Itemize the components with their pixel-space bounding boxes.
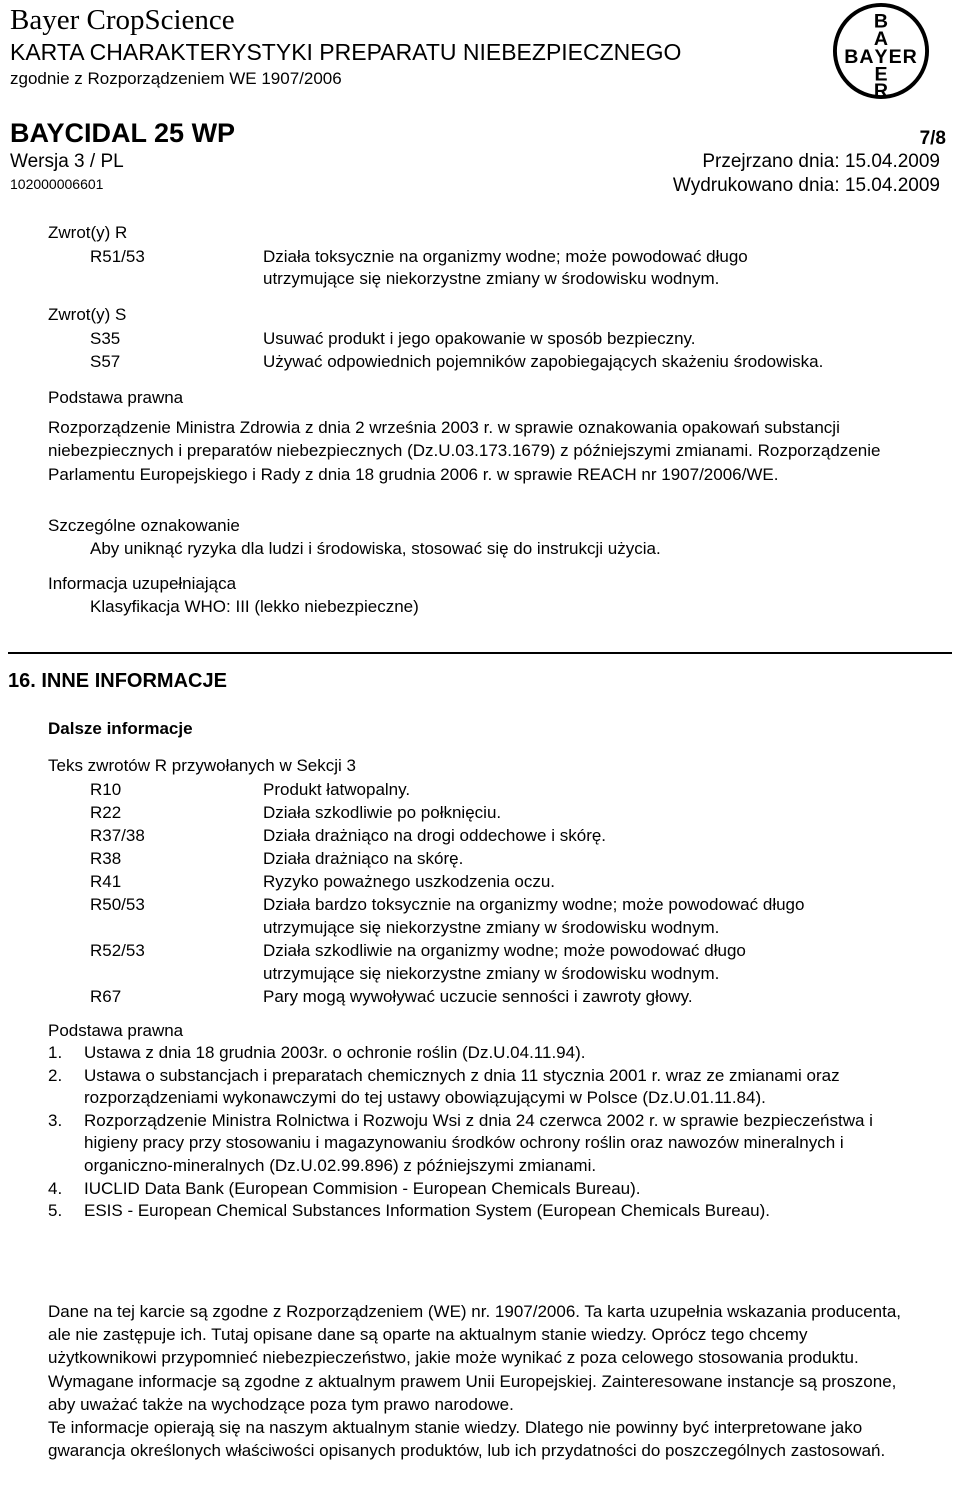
legal-basis-item: [48, 1200, 918, 1222]
supplementary-info-label: Informacja uzupełniająca: [48, 574, 237, 593]
r-phrase-text-line: Działa szkodliwie na organizmy wodne; może powodować długo: [263, 941, 746, 960]
list-number: 2.: [48, 1065, 63, 1085]
s-phrase-text: Używać odpowiednich pojemników zapobiegających skażeniu środowiska.: [263, 352, 824, 371]
legal-basis-item: [48, 1178, 918, 1200]
legal-basis-text: Ustawa o substancjach i preparatach chemicznych z dnia 11 stycznia 2001 r. wraz ze zmianami oraz rozporządzeniami wykonawczymi do tej ustawy obowiązującymi w Polsce (Dz.U.01.11.84).: [84, 1065, 840, 1108]
further-info-heading: Dalsze informacje: [48, 719, 193, 738]
r-phrase-code: R38: [90, 849, 122, 868]
r-phrase-text-line: Działa bardzo toksycznie na organizmy wodne; może powodować długo: [263, 895, 805, 914]
logo-letter-a2: A: [859, 45, 875, 68]
r-phrase-text-line: utrzymujące się niekorzystne zmiany w środowisku wodnym.: [263, 918, 720, 937]
r-phrase-text-line: utrzymujące się niekorzystne zmiany w środowisku wodnym.: [263, 269, 720, 288]
logo-letter-b: B: [873, 10, 889, 33]
r-phrase-text: [263, 778, 923, 801]
r-phrase-text-line: Ryzyko poważnego uszkodzenia oczu.: [263, 872, 555, 891]
logo-letter-y: Y: [874, 45, 889, 68]
legal-basis-item: [48, 1110, 918, 1177]
logo-letter-r: R: [902, 45, 918, 68]
list-number: 1.: [48, 1043, 63, 1062]
logo-letter-e: E: [888, 45, 903, 68]
r-phrase-text-line: Produkt łatwopalny.: [263, 780, 411, 799]
r-phrase-text-line: Działa drażniąco na skórę.: [263, 849, 464, 868]
legal-basis-text: ESIS - European Chemical Substances Information System (European Chemicals Bureau).: [84, 1201, 770, 1221]
regulation-note: zgodnie z Rozporządzeniem WE 1907/2006: [10, 69, 342, 88]
r-phrase-code: R50/53: [90, 895, 145, 914]
logo-letter-e2: E: [874, 63, 888, 86]
supplementary-info-text: Klasyfikacja WHO: III (lekko niebezpieczne): [90, 597, 419, 616]
list-number: 5.: [48, 1201, 63, 1221]
special-marking-label: Szczególne oznakowanie: [48, 516, 240, 535]
r-phrase-text-line: Działa toksycznie na organizmy wodne; może powodować długo: [263, 247, 748, 266]
disclaimer-paragraph: Te informacje opierają się na naszym aktualnym stanie wiedzy. Dlatego nie powinny być interpretowane jako gwarancja określonych właściwości opisanych produktów, lub ich przydatności do poszczególnych zastosowań.: [48, 1418, 886, 1461]
legal-basis-item: [48, 1042, 918, 1064]
legal-basis-item: [48, 1065, 918, 1110]
legal-basis-text: Rozporządzenie Ministra Rolnictwa i Rozwoju Wsi z dnia 24 czerwca 2002 r. w sprawie bezpieczeństwa i higieny pracy przy stosowaniu i magazynowaniu środków ochrony roślin oraz nawozów mineralnych i organiczno-mineralnych (Dz.U.02.99.896) z późniejszymi zmianami.: [84, 1111, 873, 1175]
special-marking-text: Aby uniknąć ryzyka dla ludzi i środowiska, stosować się do instrukcji użycia.: [90, 539, 661, 558]
legal-basis-label: Podstawa prawna: [48, 388, 184, 407]
document-title: KARTA CHARAKTERYSTYKI PREPARATU NIEBEZPIECZNEGO: [10, 39, 682, 65]
legal-basis-text: IUCLID Data Bank (European Commision - European Chemicals Bureau).: [84, 1178, 641, 1198]
product-name: BAYCIDAL 25 WP: [10, 118, 236, 148]
bayer-cross-logo: [832, 2, 930, 100]
r-phrase-code: R41: [90, 872, 122, 891]
list-number: 4.: [48, 1178, 63, 1198]
r-phrase-text-line: Działa drażniąco na drogi oddechowe i skórę.: [263, 826, 607, 845]
document-code: 102000006601: [10, 176, 104, 192]
page-number: 7/8: [919, 128, 946, 149]
disclaimer-paragraph: Dane na tej karcie są zgodne z Rozporządzeniem (WE) nr. 1907/2006. Ta karta uzupełnia wskazania producenta, ale nie zastępuje ich. Tutaj opisane dane są oparte na aktualnym stanie wiedzy. Oprócz tego chcemy użytkownikowi przypomnieć niebezpieczeństwo, jakie może wynikać z poza celowego stosowania produktu. Wymagane informacje są zgodne z aktualnym prawem Unii Europejskiej. Zainteresowane instancje są proszone, aby uważać także na wychodzące poza tym prawo narodowe.: [48, 1302, 902, 1414]
r-phrase-code: R51/53: [90, 247, 145, 266]
r-phrase-code: R37/38: [90, 826, 145, 845]
r-phrase-text-line: utrzymujące się niekorzystne zmiany w środowisku wodnym.: [263, 964, 720, 983]
logo-letter-a: A: [873, 28, 889, 51]
section-divider: [8, 652, 952, 654]
r-phrase-text: [263, 870, 923, 893]
r-phrase-text: [263, 847, 923, 870]
disclaimer-block: [48, 1300, 918, 1462]
r-text-label: Teks zwrotów R przywołanych w Sekcji 3: [48, 756, 356, 775]
r-phrase-text: [263, 824, 923, 847]
r-phrase-text-line: Pary mogą wywoływać uczucie senności i zawroty głowy.: [263, 987, 693, 1006]
s-phrases-label: Zwrot(y) S: [48, 305, 127, 324]
legal-basis-label-16: Podstawa prawna: [48, 1021, 184, 1040]
s-phrase-code: S35: [90, 329, 121, 348]
printed-date: Wydrukowano dnia: 15.04.2009: [672, 175, 940, 196]
logo-letter-r2: R: [873, 80, 889, 100]
r-phrase-text: [263, 985, 923, 1008]
r-phrase-code: R10: [90, 780, 122, 799]
r-phrase-code: R52/53: [90, 941, 145, 960]
r-phrase-text: [263, 939, 923, 985]
legal-basis-text: Rozporządzenie Ministra Zdrowia z dnia 2 września 2003 r. w sprawie oznakowania opakowań substancji niebezpiecznych i preparatów niebezpiecznych (Dz.U.03.173.1679) z późniejszymi zmianami. Rozporządzenie Parlamentu Europejskiego i Rady z dnia 18 grudnia 2006 r. w sprawie REACH nr 1907/2006/WE.: [48, 418, 881, 484]
legal-basis-list: [48, 1042, 918, 1223]
s-phrase-text: Usuwać produkt i jego opakowanie w sposób bezpieczny.: [263, 329, 696, 348]
r-phrase-text-line: Działa szkodliwie po połknięciu.: [263, 803, 502, 822]
list-number: 3.: [48, 1111, 63, 1131]
r-phrase-text: [263, 893, 923, 939]
reviewed-date: Przejrzano dnia: 15.04.2009: [702, 151, 940, 172]
company-name: Bayer CropScience: [10, 4, 235, 36]
s-phrase-code: S57: [90, 352, 121, 371]
r-phrases-label: Zwrot(y) R: [48, 223, 128, 242]
version-label: Wersja 3 / PL: [10, 151, 124, 172]
r-phrase-code: R67: [90, 987, 122, 1006]
legal-basis-text: Ustawa z dnia 18 grudnia 2003r. o ochronie roślin (Dz.U.04.11.94).: [84, 1043, 586, 1062]
section-16-heading: 16. INNE INFORMACJE: [8, 670, 227, 692]
r-phrase-text: [263, 801, 923, 824]
r-phrase-code: R22: [90, 803, 122, 822]
logo-letter-b2: B: [844, 45, 860, 68]
